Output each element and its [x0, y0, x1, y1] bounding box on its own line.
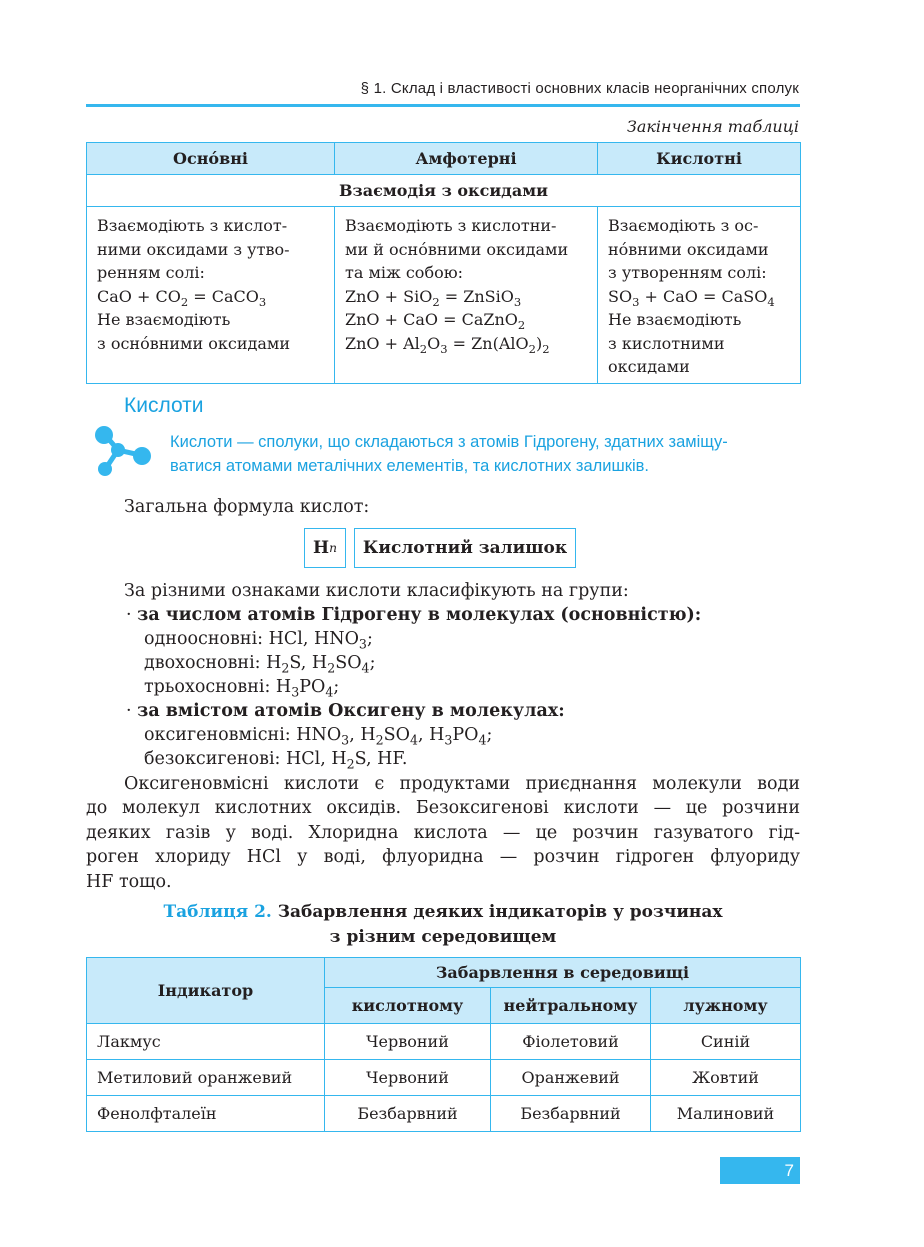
- table-number: Таблиця 2.: [163, 902, 272, 922]
- table-continuation-note: Закінчення таблиці: [626, 117, 799, 136]
- indicator-header: Індикатор: [87, 958, 325, 1024]
- subheader-neutral: нейтральному: [491, 988, 651, 1024]
- text-line: з оснóвними оксидами: [97, 333, 290, 353]
- page-number: 7: [720, 1157, 800, 1184]
- equation: ZnO + $Al_2O_3 = Zn(AlO_2)_2$: [345, 333, 550, 356]
- equation: ZnO + SiO$_2$ = ZnSiO$_3$: [345, 286, 522, 309]
- text-line: HF тощо.: [86, 871, 172, 892]
- group1-title: за числом атомів Гідрогену в молекулах (основністю):: [137, 605, 702, 625]
- group1-item: [126, 603, 701, 627]
- column-header-amphoteric: Амфотерні: [335, 143, 598, 175]
- table-cell: Безбарвний: [325, 1096, 491, 1132]
- atom: [98, 462, 112, 476]
- table-cell: Червоний: [325, 1060, 491, 1096]
- text-line: нóвними оксидами: [608, 239, 769, 259]
- bullet: ·: [126, 701, 132, 721]
- text-line: з утворенням солі:: [608, 263, 767, 282]
- running-header: § 1. Склад і властивості основних класів неорганічних сполук: [360, 80, 799, 97]
- text-line: Взаємодіють з ос-: [608, 216, 759, 235]
- formula-residue-box: Кислотний залишок: [354, 528, 576, 568]
- equation: CaO + $CO_2$ = CaCO$_3$: [97, 286, 267, 309]
- atom: [95, 426, 113, 444]
- text-line: з кислотними: [608, 333, 725, 353]
- text-line: ренням солі:: [97, 263, 205, 282]
- subheader-acidic: кислотному: [325, 988, 491, 1024]
- molecule-icon: [90, 424, 156, 480]
- indicator-table: [86, 957, 801, 1132]
- section-title: Кислоти: [124, 394, 204, 417]
- formula-intro: Загальна формула кислот:: [124, 497, 370, 517]
- table-cell: Червоний: [325, 1024, 491, 1060]
- table-cell: Синій: [651, 1024, 801, 1060]
- text-line: Кислоти — сполуки, що складаються з атомів Гідрогену, здатних заміщу-: [170, 433, 728, 451]
- oxides-table: [86, 142, 801, 384]
- classification-intro: За різними ознаками кислоти класифікують на групи:: [124, 581, 629, 601]
- atom: [111, 443, 125, 457]
- table-row: [87, 1096, 801, 1132]
- table-subheader: Взаємодія з оксидами: [87, 175, 801, 207]
- text-line: Оксигеновмісні кислоти є продуктами приєднання молекули води: [124, 774, 800, 794]
- header-rule: [86, 104, 800, 107]
- table2-caption: [86, 900, 800, 950]
- indicator-name: Фенолфталеїн: [87, 1096, 325, 1132]
- text-line: ватися атомами металічних елементів, та кислотних залишків.: [170, 457, 649, 475]
- cell-amphoteric: [335, 207, 598, 384]
- body-paragraph: [86, 772, 800, 894]
- caption-text: з різним середовищем: [329, 927, 557, 947]
- cell-acidic: [598, 207, 801, 384]
- caption-text: Забарвлення деяких індикаторів у розчинах: [271, 902, 723, 922]
- monobasic-line: одноосновні: HCl, $HNO_3$;: [144, 629, 373, 652]
- table-cell: Оранжевий: [491, 1060, 651, 1096]
- text-line: ними оксидами з утво-: [97, 239, 290, 259]
- equation: $SO_3$ + CaO = CaSO$_4$: [608, 286, 775, 309]
- acid-definition: [170, 430, 805, 478]
- text-line: роген хлориду HCl у воді, флуоридна — розчин гідроген флуориду: [86, 847, 800, 868]
- indicator-name: Метиловий оранжевий: [87, 1060, 325, 1096]
- dibasic-line: двохосновні: $H_2S$, $H_2SO_4$;: [144, 653, 376, 676]
- formula-h-box: H n: [304, 528, 346, 568]
- group2-item: [126, 699, 565, 723]
- text-line: Не взаємодіють: [97, 310, 231, 329]
- text-line: та між собою:: [345, 263, 464, 282]
- table-cell: Малиновий: [651, 1096, 801, 1132]
- cell-basic: [87, 207, 335, 384]
- text-line: до молекул кислотних оксидів. Безоксигенові кислоти — це розчини: [86, 798, 800, 819]
- table-cell: Безбарвний: [491, 1096, 651, 1132]
- atom: [133, 447, 151, 465]
- text-line: Взаємодіють з кислотни-: [345, 216, 557, 235]
- text-line: ми й оснóвними оксидами: [345, 239, 569, 259]
- table-row: [87, 1060, 801, 1096]
- group2-title: за вмістом атомів Оксигену в молекулах:: [137, 701, 565, 721]
- table-row: [87, 1024, 801, 1060]
- oxygen-free-acids-line: безоксигенові: HCl, $H_2S$, HF.: [144, 749, 408, 772]
- text-line: оксидами: [608, 357, 690, 376]
- equation: ZnO + CaO = CaZnO$_2$: [345, 310, 526, 333]
- hydrogen-symbol: H: [313, 538, 330, 558]
- oxygen-acids-line: оксигеновмісні: $HNO_3$, $H_2SO_4$, $H_3PO_4$;: [144, 725, 493, 748]
- bullet: ·: [126, 605, 132, 625]
- color-header: Забарвлення в середовищі: [325, 958, 801, 988]
- table-cell: Фіолетовий: [491, 1024, 651, 1060]
- text-line: Не взаємодіють: [608, 310, 742, 329]
- tribasic-line: трьохосновні: $H_3PO_4$;: [144, 677, 340, 700]
- column-header-basic: Оснóвні: [87, 143, 335, 175]
- table-cell: Жовтий: [651, 1060, 801, 1096]
- subheader-alkaline: лужному: [651, 988, 801, 1024]
- column-header-acidic: Кислотні: [598, 143, 801, 175]
- text-line: деяких газів у воді. Хлоридна кислота — це розчин газуватого гід-: [86, 822, 800, 843]
- indicator-name: Лакмус: [87, 1024, 325, 1060]
- text-line: Взаємодіють з кислот-: [97, 216, 288, 235]
